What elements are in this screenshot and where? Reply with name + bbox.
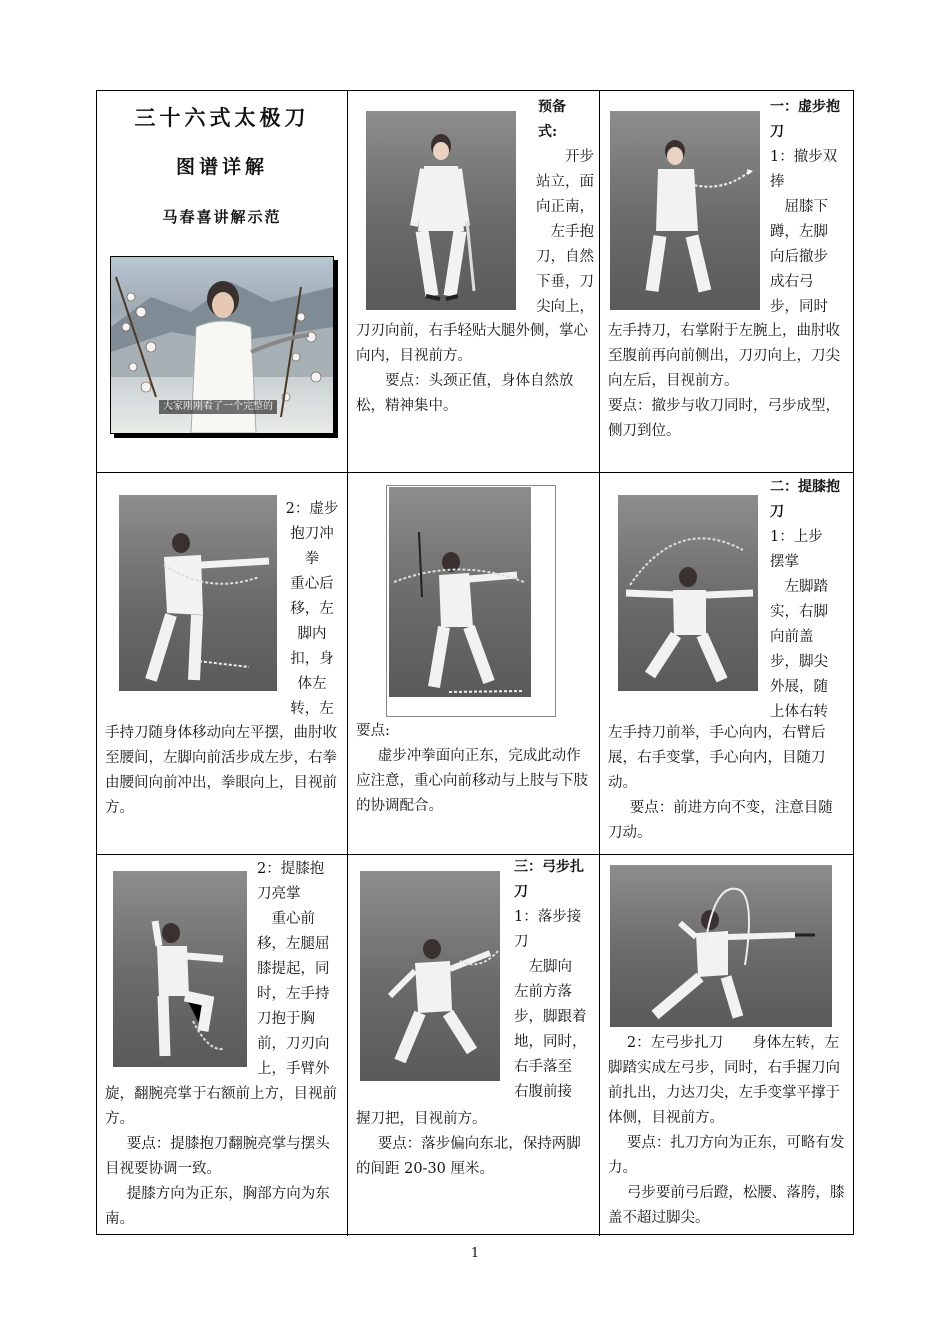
body-text-form-2-2: 旋，翻腕亮掌于右额前上方，目视前方。 [105,1086,337,1127]
body-text-form-3: 握刀把，目视前方。 [356,1111,487,1127]
side-text-preparation: 开步 站立，面 向正南， 左手抱 刀，自然 下垂，刀 尖向上， [536,149,594,315]
body-text-form-1: 左手持刀，右掌附于左腕上，曲肘收至腹前再向前侧出，刀刃向上，刀尖向左后，目视前方。 [608,323,840,389]
main-title: 三十六式太极刀 [134,105,310,130]
figure-photo-form-3 [360,871,500,1081]
cell-form-2 [600,473,853,855]
video-caption: 大家刚刚看了一个完整的 [159,400,277,414]
figure-photo-punch [389,487,531,697]
side-text-form-1: 1：撤步双 捧 屈膝下 蹲，左脚 向后撤步 成右弓 步，同时 [770,149,838,315]
key-point-preparation: 要点：头颈正值，身体自然放松，精神集中。 [356,373,574,414]
key-point-form-3-2-stance: 弓步要前弓后蹬，松腰、落胯，膝盖不超过脚尖。 [608,1185,845,1226]
key-point-punch: 虚步冲拳面向正东，完成此动作应注意，重心向前移动与上肢与下肢的协调配合。 [356,748,588,814]
key-point-form-2-2: 要点：提膝抱刀翻腕亮掌与摆头目视要协调一致。 [105,1136,330,1177]
cell-form-1-2-notes [348,473,600,855]
body-text-form-1-2: 手持刀随身体移动向左平摆，曲肘收至腰间，左脚向前活步成左步，右拳由腰间向前冲出，拳眼向上，目视前方。 [105,725,337,816]
cell-preparation [348,91,600,473]
side-text-form-2: 1：上步 摆掌 左脚踏 实，右脚 向前盖 步，脚尖 外展，随 上体右转 [770,529,828,720]
title-cell [97,91,348,473]
subtitle: 图谱详解 [175,156,268,178]
cell-form-1-2 [97,473,348,855]
key-point-form-2-2-direction: 提膝方向为正东，胸部方向为东南。 [105,1186,330,1227]
cell-form-3-2 [600,855,853,1236]
key-title-punch: 要点: [356,723,390,739]
figure-photo-form-2-2 [113,871,247,1067]
body-text-form-3-2: 2：左弓步扎刀 身体左转，左脚踏实成左弓步，同时，右手握刀向前扎出，力达刀尖，左手变掌平撑于体侧，目视前方。 [608,1035,840,1126]
heading-form-3: 三：弓步扎刀 [514,859,584,900]
heading-form-2: 二：提膝抱刀 [770,479,840,520]
heading-preparation: 预备式: [538,99,566,140]
video-still [110,256,334,434]
key-point-form-3-2: 要点：扎刀方向为正东，可略有发力。 [608,1135,845,1176]
figure-photo-preparation [366,111,516,310]
body-text-preparation: 刀刃向前，右手轻贴大腿外侧，掌心向内，目视前方。 [356,323,588,364]
cell-form-3 [348,855,600,1236]
side-text-form-3: 1：落步接 刀 左脚向 左前方落 步，脚跟着 地，同时， 右手落至 右腹前接 [514,909,587,1100]
key-point-form-1: 要点：撤步与收刀同时，弓步成型，侧刀到位。 [608,398,840,439]
page-number: 1 [470,1246,480,1261]
presenter-line: 马春喜讲解示范 [162,208,282,226]
cell-form-2-2 [97,855,348,1236]
cell-form-1 [600,91,853,473]
figure-photo-form-3-2 [610,865,832,1027]
key-point-form-2: 要点：前进方向不变，注意目随刀动。 [608,800,833,841]
figure-photo-form-2 [618,495,758,691]
body-text-form-2: 左手持刀前举，手心向内，右臂后展，右手变掌，手心向内，目随刀动。 [608,725,826,791]
side-text-form-1-2: 2：虚步 抱刀冲 拳 重心后 移，左 脚内 扣，身 体左 转，左 [285,501,339,717]
side-text-form-2-2: 2：提膝抱 刀亮掌 重心前 移，左腿屈 膝提起，同 时，左手持 刀抱于胸 前，刀刃向 上，手臂外 [257,861,330,1077]
key-point-form-3: 要点：落步偏向东北，保持两脚的间距 20-30 厘米。 [356,1136,581,1177]
content-table [96,90,854,1235]
heading-form-1: 一：虚步抱刀 [770,99,840,140]
figure-photo-form-1-2 [119,495,277,691]
figure-photo-form-1 [610,111,760,310]
